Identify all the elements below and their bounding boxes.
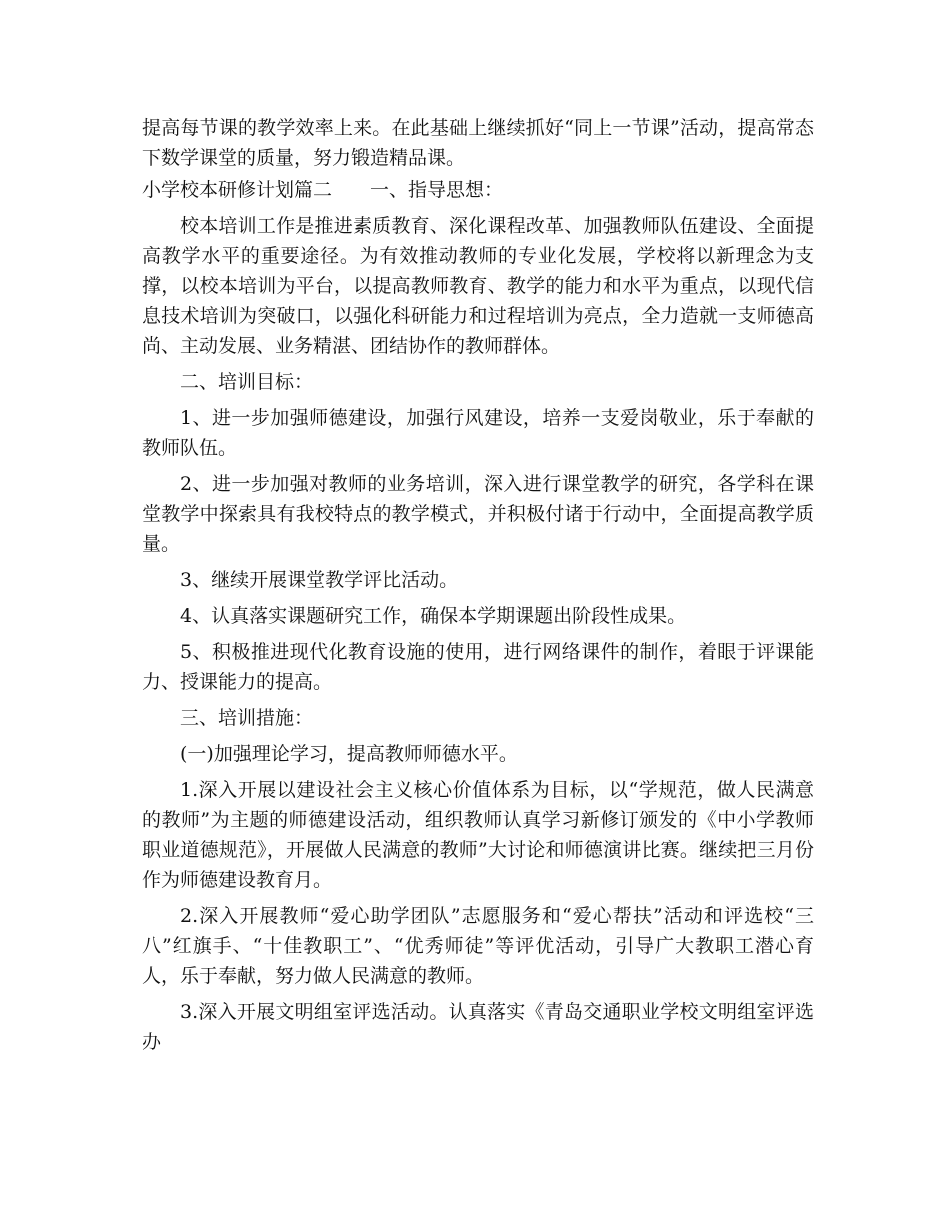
document-body xyxy=(142,113,814,1063)
measure-item-3: 3.深入开展文明组室评选活动。认真落实《青岛交通职业学校文明组室评选办 xyxy=(142,1001,814,1053)
goal-item-4: 4、认真落实课题研究工作，确保本学期课题出阶段性成果。 xyxy=(180,605,687,627)
paragraph-continuation: 提高每节课的教学效率上来。在此基础上继续抓好“同上一节课”活动，提高常态下数学课堂的质量，努力锻造精品课。 xyxy=(142,117,814,169)
paragraph-guiding-thought: 校本培训工作是推进素质教育、深化课程改革、加强教师队伍建设、全面提高教学水平的重要途径。为有效推动教师的专业化发展，学校将以新理念为支撑，以校本培训为平台，以提高教师教育、教学的能力和水平为重点，以现代信息技术培训为突破口，以强化科研能力和过程培训为亮点，全力造就一支师德高尚、主动发展、业务精湛、团结协作的教师群体。 xyxy=(142,215,814,357)
goal-item-3: 3、继续开展课堂教学评比活动。 xyxy=(180,569,459,591)
goal-item-5: 5、积极推进现代化教育设施的使用，进行网络课件的制作，着眼于评课能力、授课能力的提高。 xyxy=(142,641,814,693)
subsection-heading-theory-study: (一)加强理论学习，提高教师师德水平。 xyxy=(180,743,518,765)
goal-item-2: 2、进一步加强对教师的业务培训，深入进行课堂教学的研究，各学科在课堂教学中探索具有我校特点的教学模式，并积极付诸于行动中，全面提高教学质量。 xyxy=(142,473,814,555)
measure-item-1: 1.深入开展以建设社会主义核心价值体系为目标，以“学规范，做人民满意的教师”为主题的师德建设活动，组织教师认真学习新修订颁发的《中小学教师职业道德规范》，开展做人民满意的教师”大讨论和师德演讲比赛。继续把三月份作为师德建设教育月。 xyxy=(142,779,814,891)
section-heading-training-measures: 三、培训措施： xyxy=(180,707,314,729)
section-heading-training-goals: 二、培训目标： xyxy=(180,371,314,393)
goal-item-1: 1、进一步加强师德建设，加强行风建设，培养一支爱岗敬业，乐于奉献的教师队伍。 xyxy=(142,407,814,459)
measure-item-2: 2.深入开展教师“爱心助学团队”志愿服务和“爱心帮扶”活动和评选校“三八”红旗手、“十佳教职工”、“优秀师徒”等评优活动，引导广大教职工潜心育人，乐于奉献，努力做人民满意的教师。 xyxy=(142,905,814,987)
section-heading-guiding-thought: 小学校本研修计划篇二 一、指导思想： xyxy=(142,179,504,201)
